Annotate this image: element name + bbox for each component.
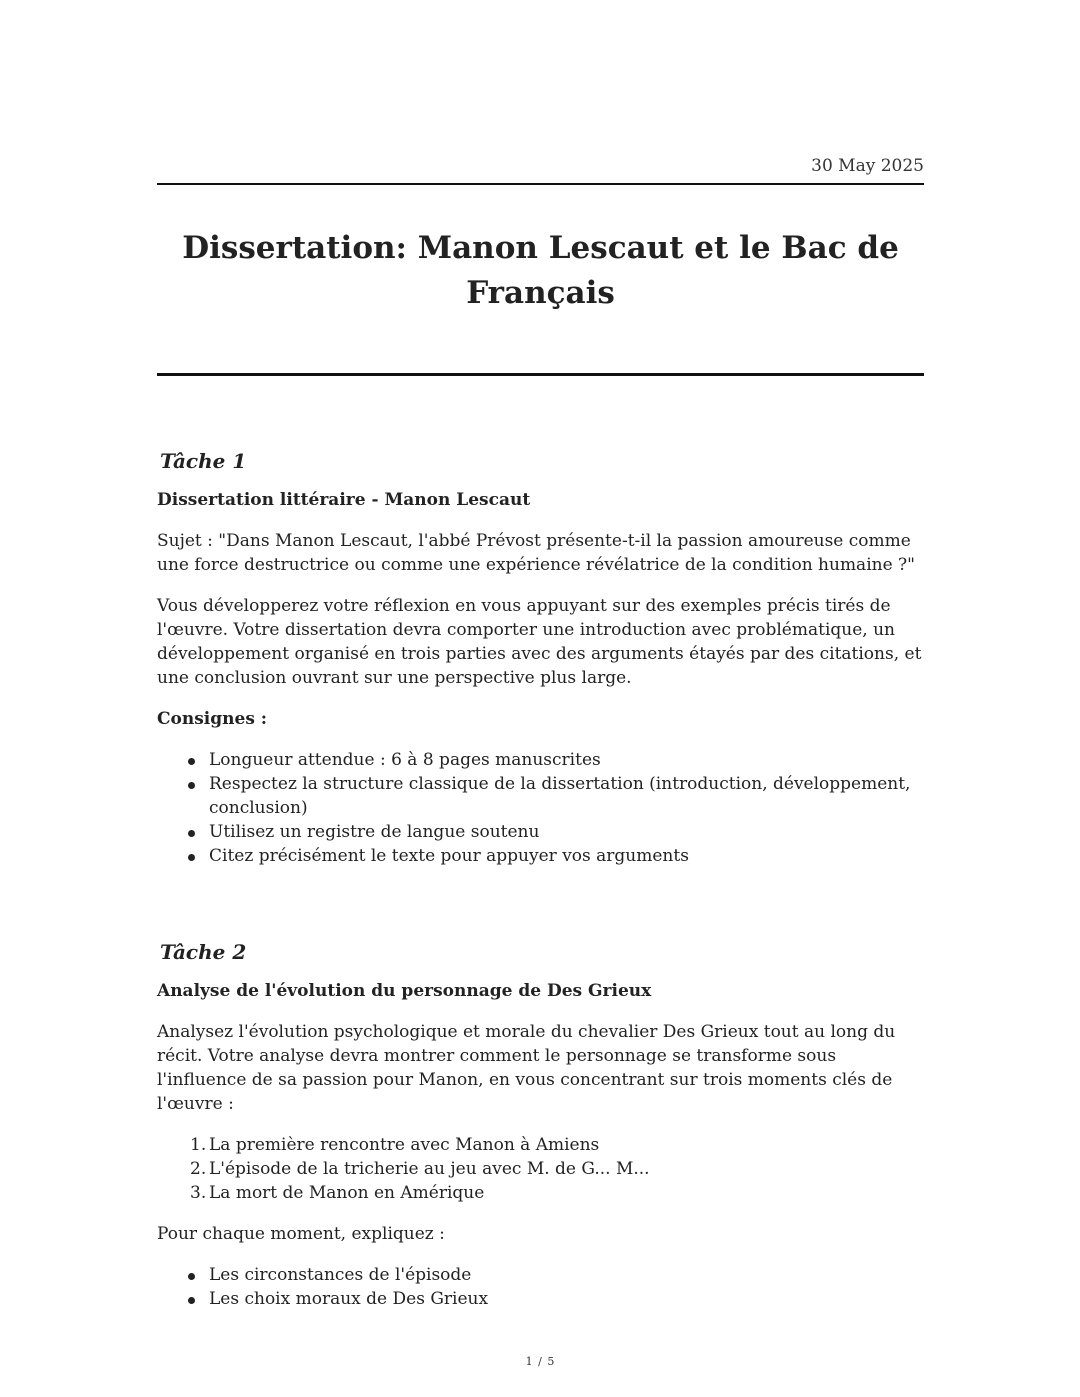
list-item-text: La première rencontre avec Manon à Amiens bbox=[209, 1135, 600, 1155]
bullet-icon bbox=[188, 830, 195, 837]
task-2-section bbox=[157, 939, 924, 1311]
bullet-icon bbox=[188, 782, 195, 789]
list-item bbox=[209, 748, 924, 772]
task-2-heading: Tâche 2 bbox=[160, 940, 247, 964]
task-1-section bbox=[157, 448, 924, 868]
task-2-moments-list bbox=[157, 1133, 924, 1205]
bullet-icon bbox=[188, 758, 195, 765]
list-item-text: Utilisez un registre de langue soutenu bbox=[209, 822, 540, 842]
task-1-instructions-label: Consignes : bbox=[157, 709, 268, 729]
list-item bbox=[209, 844, 924, 868]
list-item-text: La mort de Manon en Amérique bbox=[209, 1183, 485, 1203]
document-date: 30 May 2025 bbox=[811, 156, 924, 176]
task-1-instructions-list bbox=[157, 748, 924, 868]
list-item-text: L'épisode de la tricherie au jeu avec M. de G... M... bbox=[209, 1159, 650, 1179]
list-item bbox=[190, 1133, 924, 1157]
task-2-explain-list bbox=[157, 1263, 924, 1311]
title-divider bbox=[157, 373, 924, 376]
task-2-explain-label: Pour chaque moment, expliquez : bbox=[157, 1224, 445, 1244]
task-2-subtitle: Analyse de l'évolution du personnage de Des Grieux bbox=[157, 981, 652, 1001]
list-item-text: Longueur attendue : 6 à 8 pages manuscrites bbox=[209, 750, 601, 770]
list-number: 3. bbox=[190, 1183, 207, 1203]
list-item bbox=[209, 820, 924, 844]
list-item bbox=[209, 1287, 924, 1311]
task-1-subtitle: Dissertation littéraire - Manon Lescaut bbox=[157, 490, 531, 510]
document-page bbox=[157, 0, 924, 1397]
list-item bbox=[209, 772, 924, 820]
list-item-text: Citez précisément le texte pour appuyer vos arguments bbox=[209, 846, 689, 866]
document-title: Dissertation: Manon Lescaut et le Bac de Français bbox=[182, 230, 899, 311]
list-item-text: Les choix moraux de Des Grieux bbox=[209, 1289, 489, 1309]
list-item-text: Respectez la structure classique de la dissertation (introduction, développement, conclusion) bbox=[209, 774, 911, 818]
task-1-paragraph: Vous développerez votre réflexion en vous appuyant sur des exemples précis tirés de l'œuvre. Votre dissertation devra comporter une introduction avec problématique, un développement organisé en trois parties avec des arguments étayés par des citations, et une conclusion ouvrant sur une perspective plus large. bbox=[157, 596, 922, 688]
list-item bbox=[190, 1157, 924, 1181]
list-number: 1. bbox=[190, 1135, 207, 1155]
list-item bbox=[190, 1181, 924, 1205]
list-number: 2. bbox=[190, 1159, 207, 1179]
page-number: 1 / 5 bbox=[525, 1355, 556, 1368]
bullet-icon bbox=[188, 854, 195, 861]
bullet-icon bbox=[188, 1297, 195, 1304]
bullet-icon bbox=[188, 1273, 195, 1280]
list-item bbox=[209, 1263, 924, 1287]
task-1-subject: Sujet : "Dans Manon Lescaut, l'abbé Prévost présente-t-il la passion amoureuse comme une force destructrice ou comme une expérience révélatrice de la condition humaine ?" bbox=[157, 531, 915, 575]
header-divider bbox=[157, 183, 924, 185]
task-1-heading: Tâche 1 bbox=[160, 449, 247, 473]
task-2-paragraph: Analysez l'évolution psychologique et morale du chevalier Des Grieux tout au long du récit. Votre analyse devra montrer comment le personnage se transforme sous l'influence de sa passion pour Manon, en vous concentrant sur trois moments clés de l'œuvre : bbox=[157, 1022, 896, 1114]
list-item-text: Les circonstances de l'épisode bbox=[209, 1265, 472, 1285]
